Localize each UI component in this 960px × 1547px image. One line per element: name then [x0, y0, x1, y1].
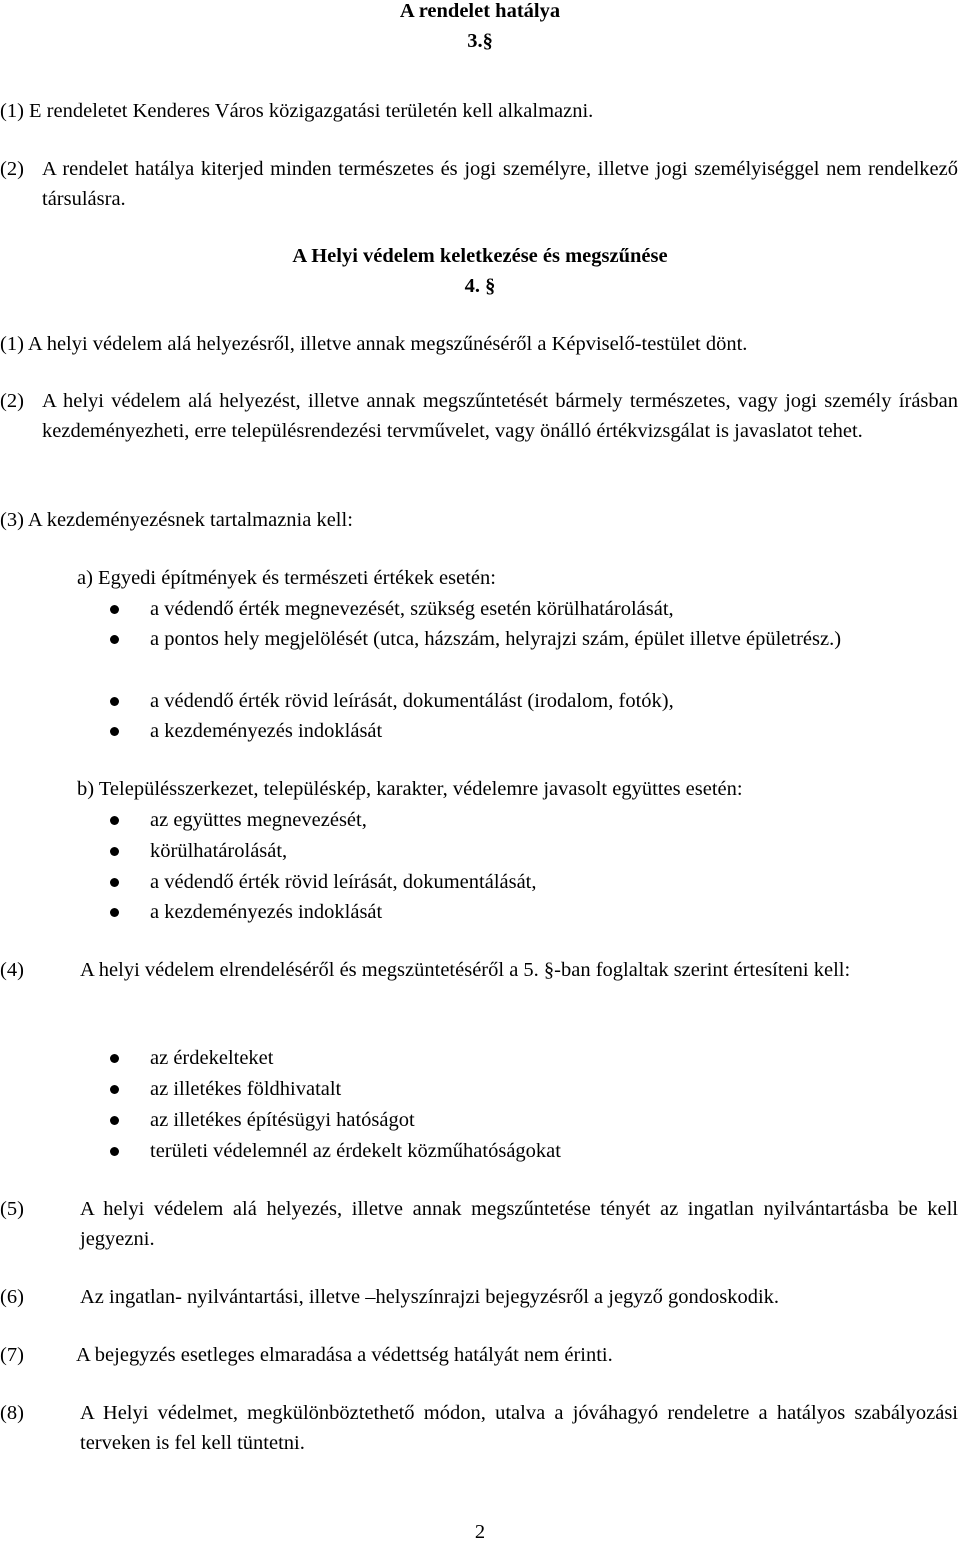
s4-paragraph-3: (3) A kezdeményezésnek tartalmaznia kell: — [0, 509, 353, 531]
bullet-icon — [110, 1147, 119, 1156]
s4-paragraph-5 — [0, 1194, 958, 1254]
list-item: a pontos hely megjelölését (utca, házszám, helyrajzi szám, épület illetve épületrész.) — [110, 624, 958, 654]
paragraph-body: A helyi védelem alá helyezést, illetve annak megszűntetését bármely természetes, vagy jogi személy írásban kezdeményezheti, erre településrendezési tervművelet, vagy önálló értékvizsgálat is javaslatot tehet. — [42, 390, 958, 442]
bullet-icon — [110, 727, 119, 736]
page-number: 2 — [474, 1521, 486, 1543]
list-item: körülhatárolását, — [110, 836, 958, 866]
list-item: az illetékes földhivatalt — [110, 1074, 958, 1104]
paragraph-number: (5) — [0, 1198, 24, 1220]
section-title: A rendelet hatálya — [399, 0, 561, 22]
s4-paragraph-1: (1) A helyi védelem alá helyezésről, illetve annak megszűnéséről a Képviselő-testület dönt. — [0, 333, 748, 355]
paragraph-body: A bejegyzés esetleges elmaradása a védettség hatályát nem érinti. — [76, 1344, 613, 1366]
list-item: a védendő érték megnevezését, szükség esetén körülhatárolását, — [110, 594, 958, 624]
section-title: A Helyi védelem keletkezése és megszűnése — [292, 245, 668, 267]
s3-paragraph-2 — [0, 154, 958, 214]
list-item: az illetékes építésügyi hatóságot — [110, 1105, 958, 1135]
paragraph-body: Az ingatlan- nyilvántartási, illetve –helyszínrajzi bejegyzésről a jegyző gondoskodik. — [80, 1286, 780, 1308]
bullet-icon — [110, 1054, 119, 1063]
s4-paragraph-4 — [0, 955, 958, 985]
bullet-icon — [110, 1085, 119, 1094]
section-number: 4. § — [464, 275, 496, 297]
paragraph-number: (7) — [0, 1344, 24, 1366]
bullet-icon — [110, 1116, 119, 1125]
s4-paragraph-2 — [0, 386, 958, 446]
list-item: az érdekelteket — [110, 1043, 958, 1073]
bullet-icon — [110, 635, 119, 644]
s4-paragraph-6 — [0, 1282, 958, 1312]
paragraph-number: (4) — [0, 959, 24, 981]
paragraph-number: (2) — [0, 158, 24, 180]
bullet-icon — [110, 847, 119, 856]
paragraph-number: (6) — [0, 1286, 24, 1308]
paragraph-number: (8) — [0, 1402, 24, 1424]
sublist-a-label: a) Egyedi építmények és természeti értékek esetén: — [77, 567, 496, 589]
list-item: a védendő érték rövid leírását, dokumentálását, — [110, 867, 958, 897]
bullet-icon — [110, 605, 119, 614]
bullet-icon — [110, 816, 119, 825]
paragraph-body: A helyi védelem elrendeléséről és megszüntetéséről a 5. §-ban foglaltak szerint értesíteni kell: — [80, 959, 851, 981]
s4-paragraph-7 — [0, 1340, 958, 1370]
section-number: 3.§ — [467, 30, 493, 52]
paragraph-number: (2) — [0, 390, 24, 412]
s4-paragraph-8 — [0, 1398, 958, 1458]
list-item: területi védelemnél az érdekelt közműhatóságokat — [110, 1136, 958, 1166]
list-item: a védendő érték rövid leírását, dokumentálást (irodalom, fotók), — [110, 686, 958, 716]
bullet-icon — [110, 878, 119, 887]
list-item: az együttes megnevezését, — [110, 805, 958, 835]
paragraph-body: A Helyi védelmet, megkülönböztethető módon, utalva a jóváhagyó rendeletre a hatályos szabályozási terveken is fel kell tüntetni. — [80, 1402, 958, 1454]
paragraph-body: A rendelet hatálya kiterjed minden természetes és jogi személyre, illetve jogi személyiséggel nem rendelkező társulásra. — [42, 158, 958, 210]
list-item: a kezdeményezés indoklását — [110, 716, 958, 746]
paragraph-body: A helyi védelem alá helyezés, illetve annak megszűntetése tényét az ingatlan nyilvántartásba be kell jegyezni. — [80, 1198, 958, 1250]
s3-paragraph-1: (1) E rendeletet Kenderes Város közigazgatási területén kell alkalmazni. — [0, 100, 594, 122]
bullet-icon — [110, 908, 119, 917]
sublist-b-label: b) Településszerkezet, településkép, karakter, védelemre javasolt együttes esetén: — [77, 778, 743, 800]
list-item: a kezdeményezés indoklását — [110, 897, 958, 927]
bullet-icon — [110, 697, 119, 706]
